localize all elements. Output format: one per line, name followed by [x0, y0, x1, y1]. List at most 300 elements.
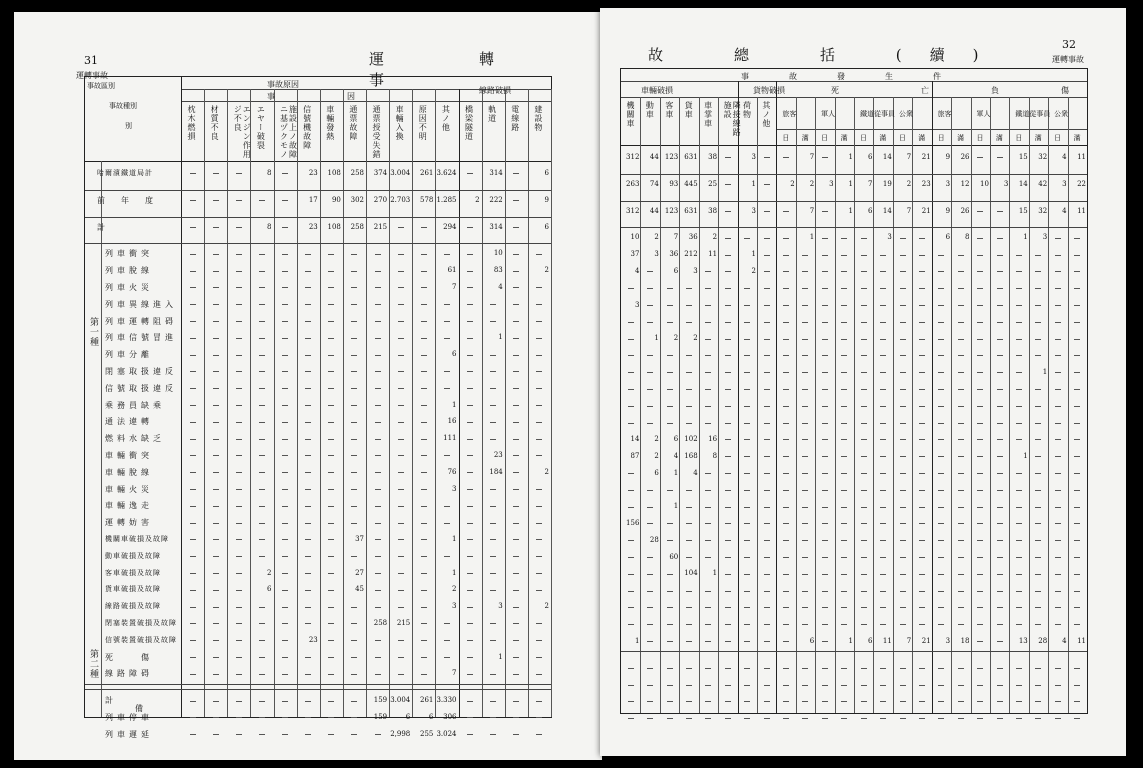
column-header: 動車 [645, 101, 655, 119]
cell-dash [1016, 540, 1022, 541]
cell-dash [398, 523, 404, 524]
cell-dash [900, 389, 906, 390]
cell-dash [1074, 591, 1080, 592]
person-category-header: 旅客 [937, 110, 952, 118]
cell-dash [647, 490, 653, 491]
cell-dash [705, 406, 711, 407]
cell-dash [938, 557, 944, 558]
column-header: 枕木燃損 [187, 105, 196, 141]
cell-dash [647, 423, 653, 424]
group-label-injury2: 傷 [1061, 86, 1069, 95]
table-cell: 26 [960, 153, 970, 161]
cell-dash [398, 556, 404, 557]
table-cell: 9 [945, 206, 951, 215]
cell-dash [841, 624, 847, 625]
cell-dash [861, 574, 867, 575]
table-cell: 2.703 [390, 195, 411, 204]
cell-dash [822, 238, 828, 239]
table-cell: 21 [921, 206, 931, 215]
cell-dash [686, 322, 692, 323]
cell-dash [190, 640, 196, 641]
cell-dash [1074, 355, 1080, 356]
cell-dash [1016, 439, 1022, 440]
col-rule [679, 97, 680, 713]
cell-dash [900, 355, 906, 356]
cell-dash [958, 624, 964, 625]
cell-dash [1074, 668, 1080, 669]
cell-dash [841, 389, 847, 390]
cell-dash [421, 523, 427, 524]
cell-dash [783, 211, 789, 212]
table-cell: 1.285 [436, 195, 457, 204]
cell-dash [802, 523, 808, 524]
table-cell: 8 [712, 451, 718, 460]
cell-dash [958, 423, 964, 424]
cell-dash [880, 668, 886, 669]
cell-dash [467, 590, 473, 591]
cell-dash [536, 590, 542, 591]
cell-dash [977, 288, 983, 289]
cell-dash [1016, 557, 1022, 558]
cell-dash [236, 573, 242, 574]
nationality-header: 日 [898, 134, 906, 142]
cell-dash [841, 507, 847, 508]
cell-dash [686, 406, 692, 407]
cell-dash [236, 523, 242, 524]
cell-dash [958, 372, 964, 373]
cell-dash [919, 439, 925, 440]
cell-dash [997, 523, 1003, 524]
cell-dash [467, 539, 473, 540]
table-cell: 3 [693, 267, 698, 275]
cell-dash [997, 557, 1003, 558]
cell-dash [861, 473, 867, 474]
left-table [84, 76, 552, 739]
cell-dash [705, 339, 711, 340]
cell-dash [259, 657, 265, 658]
cell-dash [536, 657, 542, 658]
cell-dash [841, 456, 847, 457]
group-label-vehicle: 車輛破損 [641, 86, 673, 95]
cell-dash [919, 574, 925, 575]
cell-dash [997, 591, 1003, 592]
table-cell: 61 [447, 266, 457, 275]
cell-dash [375, 556, 381, 557]
cell-dash [328, 701, 334, 702]
cell-dash [880, 439, 886, 440]
cell-dash [977, 668, 983, 669]
cell-dash [938, 389, 944, 390]
cell-dash [958, 718, 964, 719]
cell-dash [802, 406, 808, 407]
cell-dash [213, 254, 219, 255]
cell-dash [861, 406, 867, 407]
row-label: 線路破損及故障 [105, 602, 161, 611]
col-rule [971, 97, 972, 713]
cell-dash [236, 338, 242, 339]
cell-dash [236, 271, 242, 272]
cell-dash [444, 254, 450, 255]
cell-dash [282, 388, 288, 389]
cell-dash [744, 624, 750, 625]
cell-dash [977, 238, 983, 239]
nationality-header: 日 [1015, 134, 1023, 142]
cell-dash [841, 701, 847, 702]
cell-dash [398, 227, 404, 228]
table-cell: 3 [751, 153, 756, 161]
row-rule [621, 174, 1087, 175]
cell-dash [705, 355, 711, 356]
cell-dash [305, 405, 311, 406]
cell-dash [841, 288, 847, 289]
cell-dash [351, 717, 357, 718]
cell-dash [686, 624, 692, 625]
cell-dash [725, 157, 731, 158]
cell-dash [667, 701, 673, 702]
cell-dash [628, 557, 634, 558]
cell-dash [725, 322, 731, 323]
row-label: 列車停車 [105, 713, 153, 722]
cell-dash [490, 523, 496, 524]
cell-dash [490, 717, 496, 718]
cell-dash [1055, 439, 1061, 440]
cell-dash [822, 406, 828, 407]
cell-dash [1074, 685, 1080, 686]
cell-dash [490, 355, 496, 356]
cell-dash [305, 455, 311, 456]
cell-dash [822, 322, 828, 323]
cell-dash [213, 227, 219, 228]
cell-dash [628, 507, 634, 508]
cell-dash [938, 372, 944, 373]
group-col-rule [101, 161, 102, 717]
cell-dash [725, 238, 731, 239]
cell-dash [328, 717, 334, 718]
cell-dash [647, 322, 653, 323]
cell-dash [725, 718, 731, 719]
cell-dash [536, 439, 542, 440]
cell-dash [919, 523, 925, 524]
cell-dash [1055, 322, 1061, 323]
row-label: 列車異線進入 [105, 299, 177, 309]
cell-dash [900, 439, 906, 440]
cell-dash [861, 271, 867, 272]
col-rule [1048, 97, 1049, 713]
table-cell: 1 [498, 333, 503, 342]
table-cell: 3.330 [436, 696, 457, 705]
cell-dash [259, 287, 265, 288]
cell-dash [1016, 490, 1022, 491]
table-cell: 6 [267, 585, 272, 594]
cell-dash [282, 338, 288, 339]
table-cell: 8 [267, 169, 272, 177]
cell-dash [764, 490, 770, 491]
cell-dash [783, 305, 789, 306]
cell-dash [997, 211, 1003, 212]
col-rule [873, 97, 874, 713]
cell-dash [783, 624, 789, 625]
cell-dash [190, 227, 196, 228]
cell-dash [764, 288, 770, 289]
cell-dash [900, 339, 906, 340]
row-label: 閉塞取扱違反 [105, 367, 177, 376]
cell-dash [977, 591, 983, 592]
cell-dash [861, 490, 867, 491]
table-cell: 44 [649, 153, 659, 161]
cell-dash [305, 701, 311, 702]
cell-dash [536, 338, 542, 339]
table-cell: 294 [443, 222, 457, 231]
cell-dash [190, 573, 196, 574]
cell-dash [822, 372, 828, 373]
table-cell: 60 [669, 552, 679, 561]
cell-dash [1055, 557, 1061, 558]
cell-dash [997, 439, 1003, 440]
cell-dash [513, 657, 519, 658]
cell-dash [958, 322, 964, 323]
cell-dash [421, 573, 427, 574]
cell-dash [375, 472, 381, 473]
cell-dash [725, 490, 731, 491]
cell-dash [725, 355, 731, 356]
cell-dash [997, 355, 1003, 356]
cell-dash [802, 557, 808, 558]
cell-dash [764, 322, 770, 323]
cell-dash [744, 339, 750, 340]
cell-dash [536, 734, 542, 735]
cell-dash [444, 640, 450, 641]
cell-dash [328, 271, 334, 272]
cell-dash [841, 607, 847, 608]
cell-dash [190, 455, 196, 456]
table-cell: 261 [420, 169, 434, 177]
table-cell: 9 [945, 153, 951, 161]
cell-dash [764, 473, 770, 474]
table-cell: 3 [887, 233, 892, 242]
cell-dash [259, 304, 265, 305]
nationality-header: 滿 [1034, 134, 1042, 142]
cell-dash [1016, 423, 1022, 424]
row-label: 前 年 度 [97, 195, 157, 205]
cell-dash [977, 490, 983, 491]
col-rule [528, 89, 529, 717]
table-cell: 7 [906, 636, 912, 645]
group-label-death2: 亡 [921, 86, 929, 95]
cell-dash [375, 640, 381, 641]
cell-dash [1016, 507, 1022, 508]
cell-dash [328, 573, 334, 574]
table-cell: 215 [396, 619, 411, 627]
cell-dash [1074, 456, 1080, 457]
cell-dash [282, 200, 288, 201]
cell-dash [667, 490, 673, 491]
cell-dash [667, 718, 673, 719]
cell-dash [305, 472, 311, 473]
cell-dash [190, 304, 196, 305]
column-header: 機關車 [626, 101, 635, 128]
cell-dash [444, 338, 450, 339]
cell-dash [328, 674, 334, 675]
cell-dash [647, 305, 653, 306]
cell-dash [1016, 718, 1022, 719]
cell-dash [861, 701, 867, 702]
cell-dash [628, 406, 634, 407]
cell-dash [647, 355, 653, 356]
cell-dash [900, 423, 906, 424]
col-rule [738, 81, 739, 713]
cell-dash [725, 339, 731, 340]
nationality-header: 日 [782, 134, 790, 142]
right-table [620, 68, 1088, 714]
cell-dash [880, 607, 886, 608]
cell-dash [705, 507, 711, 508]
cell-dash [398, 455, 404, 456]
column-header: 其ノ他 [761, 101, 771, 128]
cell-dash [1074, 523, 1080, 524]
cell-dash [328, 590, 334, 591]
cell-dash [351, 287, 357, 288]
cell-dash [958, 701, 964, 702]
cell-dash [328, 472, 334, 473]
cell-dash [259, 607, 265, 608]
cell-dash [861, 591, 867, 592]
cell-dash [213, 271, 219, 272]
cell-dash [822, 255, 828, 256]
row-rule [85, 190, 551, 191]
cell-dash [977, 423, 983, 424]
cell-dash [1074, 607, 1080, 608]
cell-dash [667, 305, 673, 306]
table-cell: 11 [1077, 206, 1086, 215]
cell-dash [628, 668, 634, 669]
cell-dash [705, 701, 711, 702]
table-cell: 1 [1023, 233, 1028, 242]
table-cell: 2 [475, 195, 480, 204]
cell-dash [841, 439, 847, 440]
cell-dash [919, 624, 925, 625]
cell-dash [1055, 238, 1061, 239]
cell-dash [997, 685, 1003, 686]
cell-dash [467, 422, 473, 423]
cell-dash [764, 456, 770, 457]
cell-dash [686, 507, 692, 508]
cell-dash [822, 591, 828, 592]
cell-dash [977, 305, 983, 306]
cell-dash [744, 557, 750, 558]
cell-dash [513, 506, 519, 507]
cell-dash [861, 322, 867, 323]
cell-dash [259, 674, 265, 675]
cell-dash [282, 422, 288, 423]
cell-dash [305, 556, 311, 557]
cell-dash [783, 685, 789, 686]
cell-dash [647, 668, 653, 669]
cell-dash [351, 321, 357, 322]
cell-dash [398, 371, 404, 372]
cell-dash [1074, 624, 1080, 625]
table-cell: 3.004 [390, 696, 411, 705]
cell-dash [467, 657, 473, 658]
cell-dash [958, 406, 964, 407]
cell-dash [444, 455, 450, 456]
cell-dash [305, 506, 311, 507]
cell-dash [667, 322, 673, 323]
cell-dash [328, 321, 334, 322]
cell-dash [375, 371, 381, 372]
table-cell: 108 [327, 222, 341, 231]
cell-dash [841, 423, 847, 424]
cell-dash [822, 607, 828, 608]
col-rule [250, 89, 251, 717]
table-cell: 374 [373, 169, 388, 177]
cell-dash [351, 489, 357, 490]
cell-dash [398, 422, 404, 423]
cell-dash [513, 304, 519, 305]
cell-dash [1035, 668, 1041, 669]
cell-dash [213, 523, 219, 524]
cell-dash [513, 254, 519, 255]
cell-dash [997, 490, 1003, 491]
table-cell: 263 [626, 179, 640, 188]
cell-dash [1055, 406, 1061, 407]
cell-dash [1035, 718, 1041, 719]
cell-dash [282, 506, 288, 507]
cell-dash [880, 288, 886, 289]
col-rule [854, 97, 855, 713]
cell-dash [997, 406, 1003, 407]
cell-dash [705, 540, 711, 541]
col-rule [660, 97, 661, 713]
cell-dash [328, 304, 334, 305]
cell-dash [513, 338, 519, 339]
cell-dash [467, 701, 473, 702]
cell-dash [841, 305, 847, 306]
cell-dash [900, 701, 906, 702]
cell-dash [1016, 339, 1022, 340]
cell-dash [783, 490, 789, 491]
cell-dash [861, 523, 867, 524]
cell-dash [764, 255, 770, 256]
cell-dash [282, 674, 288, 675]
cell-dash [997, 322, 1003, 323]
page-number-right: 32 [1062, 38, 1076, 51]
cell-dash [647, 624, 653, 625]
col-rule [505, 89, 506, 717]
cell-dash [259, 539, 265, 540]
table-cell: 7 [906, 153, 912, 161]
cell-dash [725, 624, 731, 625]
cell-dash [802, 591, 808, 592]
table-cell: 22 [1077, 179, 1086, 188]
table-cell: 2 [544, 602, 549, 611]
table-cell: 74 [649, 179, 659, 188]
cell-dash [1074, 574, 1080, 575]
cell-dash [305, 573, 311, 574]
table-cell: 104 [684, 569, 698, 578]
cell-dash [1074, 540, 1080, 541]
cell-dash [190, 405, 196, 406]
cell-dash [725, 255, 731, 256]
cell-dash [328, 254, 334, 255]
cell-dash [282, 173, 288, 174]
cell-dash [628, 718, 634, 719]
table-cell: 2 [544, 266, 549, 275]
table-cell: 123 [664, 153, 679, 161]
cell-dash [919, 355, 925, 356]
cell-dash [841, 557, 847, 558]
cell-dash [536, 388, 542, 389]
row-label: 信號取扱違反 [105, 383, 177, 393]
